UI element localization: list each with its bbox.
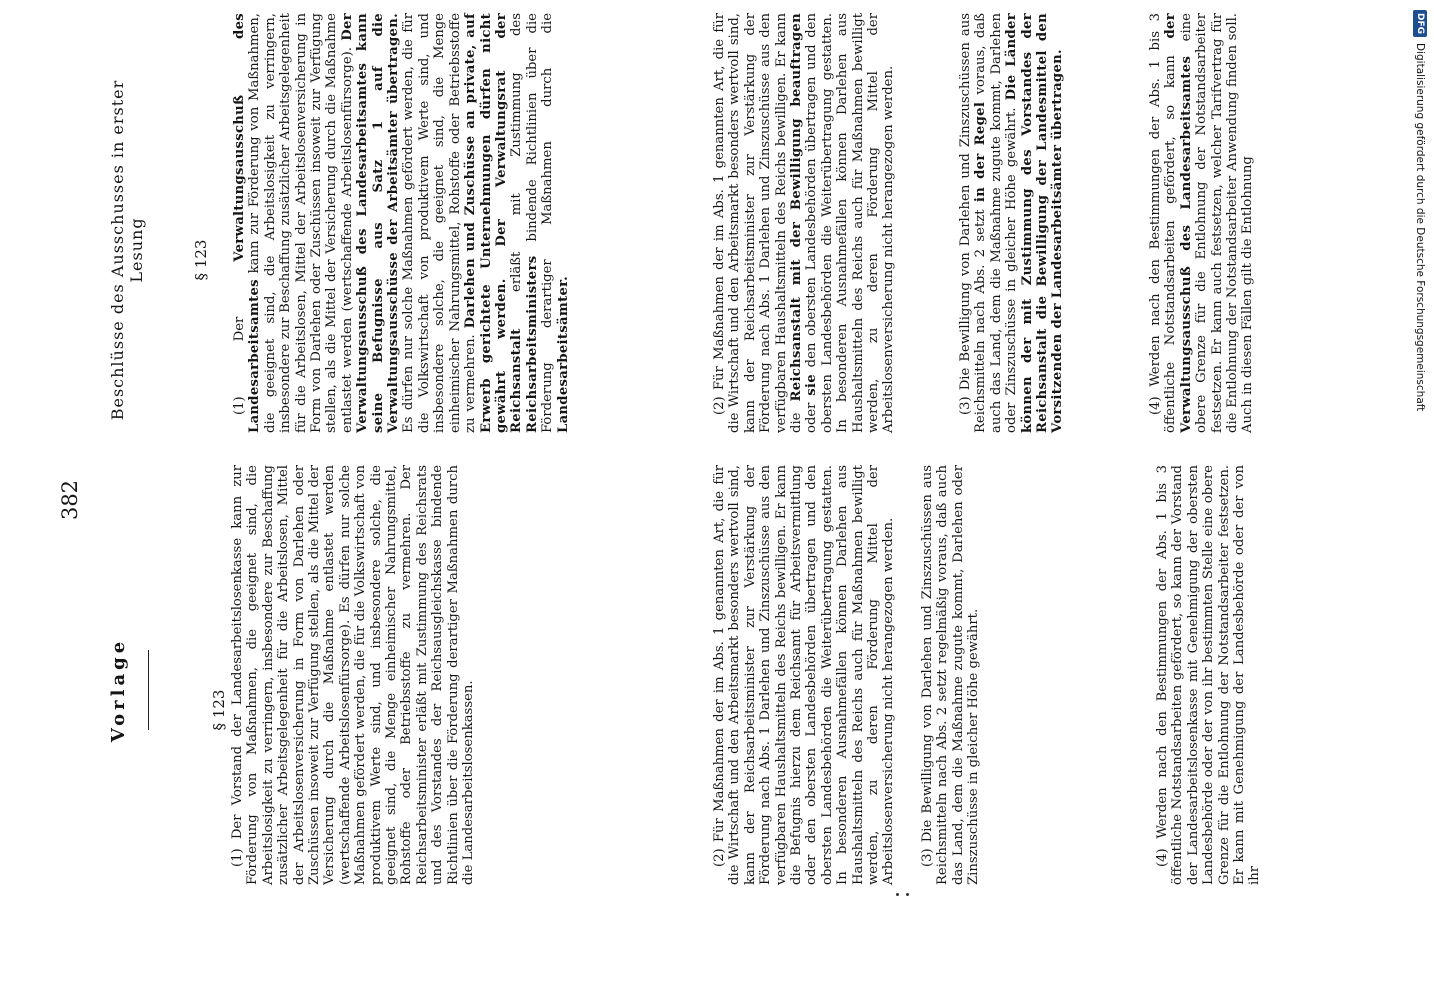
right-p1-bold-4: Reichsarbeitsministers (524, 255, 540, 433)
right-p2-text-a: (2) Für Maßnahmen der im Abs. 1 genannten Art, die für die Wirtschaft und den Arbeitsmarkt besonders wertvoll sind, kann der Reichsarbeitsminister zur Verstärkung der Förderung nach Abs. 1 Darlehen und Zinszuschüsse aus den verfügbaren Haushaltsmitteln des Reichs bewilligen. Er kann die (712, 13, 805, 433)
right-p1-bold-3: Darlehen und Zuschüsse an private, auf Erwerb gerichtete Unternehmungen dürfen nicht gewährt werden. Der Verwaltungsrat der Reichsanstalt (463, 13, 525, 433)
digitization-credit-text (1409, 10, 1431, 990)
right-paragraph-1 (232, 13, 571, 433)
right-p1-text-f: bindende Richtlinien über die Förderung derartiger Maßnahmen durch die (524, 13, 556, 433)
right-p3-bold-1: in der Regel (973, 101, 989, 203)
left-paragraph-3: (3) Die Bewilligung von Darlehen und Zinszuschüssen aus Reichsmitteln nach Abs. 2 setzt regelmäßig voraus, daß auch das Land, dem die Maßnahme zugute kommt, Darlehen oder Zinszuschüsse in gleicher Höhe gewährt. (920, 465, 982, 885)
right-p4-text-a: (4) Werden nach den Bestimmungen der Abs. 1 bis 3 öffentliche Notstandsarbeiten gefördert, so kann (1148, 13, 1179, 433)
digitization-credit (1411, 10, 1433, 990)
page-number: 382 (58, 479, 82, 521)
right-p4-bold-1: der Verwaltungsausschuß des Landesarbeitsamtes (1163, 13, 1194, 433)
right-p1-bold-2: Der Verwaltungsausschuß des Landesarbeitsamtes kann seine Befugnisse aus Satz 1 auf die Verwaltungsausschüsse der Arbeitsämter übertragen. (339, 13, 402, 433)
right-p3-text-c: voraus, daß auch das Land, dem die Maßnahme zugute kommt, Darlehen oder Zinszuschüsse in gleicher Höhe gewährt. (973, 13, 1020, 433)
right-p1-text-a: (1) Der (232, 316, 247, 415)
right-p1-text-e: erläßt mit Zustimmung des (509, 13, 525, 292)
right-p3-text-a: (3) Die Bewilligung von Darlehen und Zinszuschüssen aus Reichsmitteln nach Abs. 2 setzt (958, 13, 989, 433)
right-paragraph-3 (958, 13, 1066, 433)
right-p1-bold-1: Verwaltungsausschuß des Landesarbeitsamtes (232, 13, 263, 433)
right-paragraph-2 (712, 13, 897, 433)
right-p2-text-d: den obersten Landesbehörden übertragen und den obersten Landesbehörden die Weiterübertragung gestatten. In besonderen Ausnahmefällen können Darlehen aus Haushaltsmitteln des Reichs auch für Maßnahmen bewilligt werden, zu deren Förderung Mittel der Arbeitslosenversicherung nicht herangezogen werden. (804, 13, 897, 433)
right-p1-text-d: Es dürfen nur solche Maßnahmen gefördert werden, die für die Volkswirtschaft von produktivem Werte sind, und insbesondere solche, die geeignet sind, die Menge einheimischer Nahrungsmittel, Rohstoffe oder Betriebsstoffe zu vermehren. (401, 13, 479, 433)
right-section-title: § 123 (192, 239, 210, 281)
right-paragraph-4 (1148, 13, 1256, 433)
right-p2-bold-1: Reichsanstalt mit der Bewilligung beauftragen (789, 13, 805, 402)
right-p3-bold-2: Die Länder können der mit Zustimmung des Vorstandes der Reichsanstalt die Bewilligung der Landesmittel den Vorsitzenden der Landesarbeitsämter übertragen. (1004, 13, 1066, 433)
dfg-logo-icon: DFG (1413, 10, 1427, 37)
header-divider (148, 650, 149, 730)
left-paragraph-4: (4) Werden nach den Bestimmungen der Abs. 1 bis 3 öffentliche Notstandsarbeiten gefördert, so kann der Vorstand der Landesarbeitslosenkasse mit Genehmigung der obersten Landesbehörde oder der von ihr bestimmten Stelle eine obere Grenze für die Entlohnung der Notstandsarbeiter festsetzen. Er kann mit Genehmigung der Landesbehörde oder der von ihr (1155, 465, 1263, 885)
header-left-title: Vorlage (108, 637, 129, 743)
credit-text: Digitalisierung gefördert durch die Deutsche Forschungsgemeinschaft (1414, 43, 1426, 412)
left-paragraph-1: (1) Der Vorstand der Landesarbeitslosenkasse kann zur Förderung von Maßnahmen, die geeignet sind, die Arbeitslosigkeit zu verringern, insbesondere zur Beschaffung zusätzlicher Arbeitsgelegenheit für die Arbeitslosen, Mittel der Arbeitslosenversicherung in Form von Darlehen oder Zuschüssen insoweit zur Verfügung stellen, als die Mittel der Versicherung durch die Maßnahme entlastet werden (wertschaffende Arbeitslosenfürsorge). Es dürfen nur solche Maßnahmen gefördert werden, die für die Volkswirtschaft von produktivem Werte sind, und insbesondere solche, die geeignet sind, die Menge einheimischer Nahrungsmittel, Rohstoffe oder Betriebsstoffe zu vermehren. Der Reichsarbeitsminister erläßt mit Zustimmung des Reichsrats und des Vorstandes der Reichsausgleichskasse bindende Richtlinien über die Förderung derartiger Maßnahmen durch die Landesarbeitslosenkassen. (230, 465, 477, 885)
header-right-title: Beschlüsse des Ausschusses in erster Lesung (108, 79, 146, 421)
scan-speck (906, 893, 909, 896)
right-p4-text-c: eine obere Grenze für die Entlohnung der Notstandsarbeiter festsetzen. Er kann auch festsetzen, welcher Tarifvertrag für die Entlohnung der Notstandsarbeiter Anwendung finden soll. Auch in diesen Fällen gilt die Entlohnung (1178, 13, 1256, 433)
scan-speck (896, 893, 899, 896)
right-p1-bold-5: Landesarbeitsämter. (555, 275, 571, 433)
right-p1-text-c: kann zur Förderung von Maßnahmen, die geeignet sind, die Arbeitslosigkeit zu verringern, insbesondere zur Beschaffung zusätzlicher Arbeitsgelegenheit für die Arbeitslosen, Mittel der Arbeitslosenversicherung in Form von Darlehen oder Zuschüssen insoweit zur Verfügung stellen, als die Mittel der Versicherung durch die Maßnahme entlastet werden (wertschaffende Arbeitslosenfürsorge). (247, 13, 355, 433)
left-section-title: § 123 (210, 689, 228, 731)
right-p2-bold-2: sie (804, 374, 820, 396)
right-p2-text-c: oder (804, 402, 820, 433)
left-paragraph-2: (2) Für Maßnahmen der im Abs. 1 genannten Art, die für die Wirtschaft und den Arbeitsmarkt besonders wertvoll sind, kann der Reichsarbeitsminister zur Verstärkung der Förderung nach Abs. 1 Darlehen und Zinszuschüsse aus den verfügbaren Haushaltsmitteln des Reichs bewilligen. Er kann die Befugnis hierzu dem Reichsamt für Arbeitsvermittlung oder den obersten Landesbehörden übertragen und den obersten Landesbehörden die Weiterübertragung gestatten. In besonderen Ausnahmefällen können Darlehen aus Haushaltsmitteln des Reichs auch für Maßnahmen bewilligt werden, zu deren Förderung Mittel der Arbeitslosenversicherung nicht herangezogen werden. (712, 465, 897, 885)
